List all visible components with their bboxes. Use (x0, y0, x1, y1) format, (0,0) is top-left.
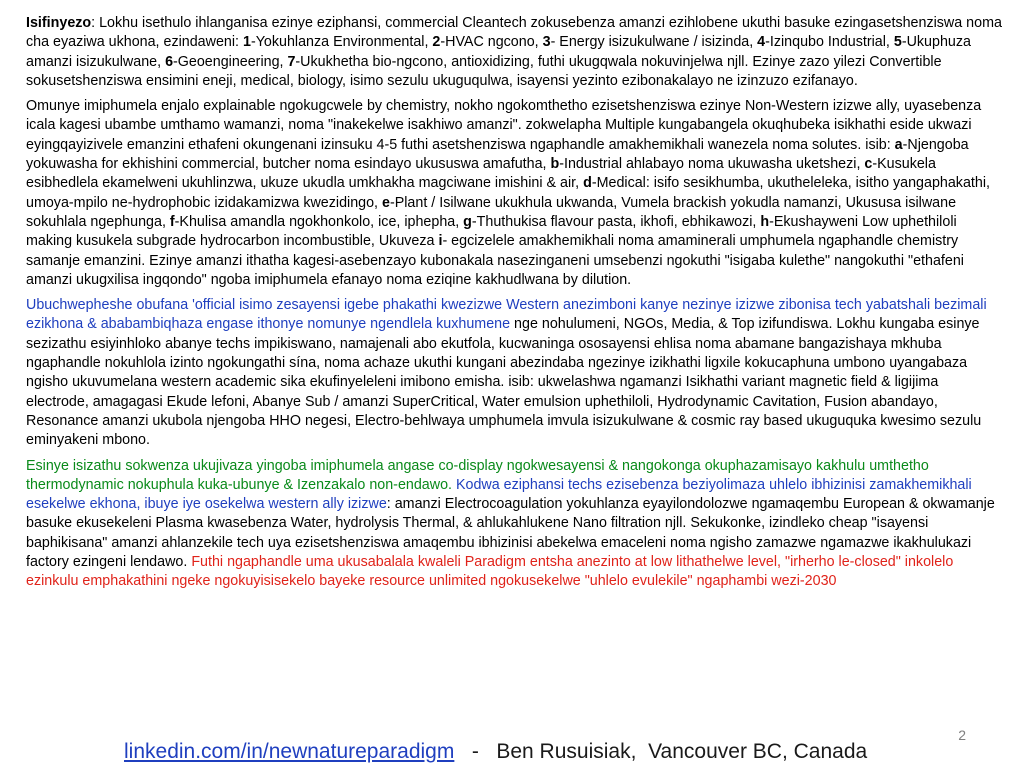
text-run: -Ukuphuza amanzi isizukulwane, (26, 34, 971, 70)
list-number: 1 (242, 34, 251, 51)
paragraph-gap (26, 296, 1004, 450)
text-run: -Geoengineering, (173, 53, 288, 70)
text-run: Omunye imiphumela enjalo explainable ngokugcwele by chemistry, nokho ngokomthetho ezisetshenziswa ezinye Non-Western izizwe ally, uyasebenza icala kagesi ubambe umthamo wamanzi, noma "inakekelwe isakhiwo amanzi". zokwelapha Multiple kungabangela okuqhubeka isikhathi eside ukwazi eyingqayizivele emanzini ethafeni okungenani izinsuku 4-5 futhi asetshenziswa ngaphandle amakhemikhali wanezela noma solutes. isib: (26, 98, 982, 153)
list-number: 4 (757, 34, 766, 51)
list-letter: a (894, 136, 903, 153)
list-letter: c (864, 156, 873, 173)
text-run: nge nohulumeni, NGOs, Media, & Top izifundiswa. Lokhu kungaba esinye sezizathu esiyinhloko abanye techs impikiswano, namajenali abo ekutfola, kucwaninga ososayensi ehlisa noma abamane bangazishaya mkhuba ngaphandle nokuhlola izinto ngokungathi sína, noma achaze ukuthi kungani abezindaba ngezinye izikhathi ligxile kokucaphuna umbono uyangabaza ngisho ukuvumelana western academic sika ekufinyeleleni imibono emisha. isib: ukwelashwa ngamanzi Isikhathi variant magnetic field & ligijima electrode, amagagasi Ekude lefoni, Abanye Sub / amanzi SuperCritical, Water emulsion uphethiloli, Hydrodynamic Cavitation, Fusion abandayo, Resonance amanzi ukubola njengoba HHO negesi, Electro-behlwaya umphumela imvula isizukulwane & cosmic ray based ukuguquka kwesimo sezulu eminyakeni mbono. (26, 316, 982, 449)
list-letter: g (463, 213, 472, 230)
text-run: -Medical: isifo sesikhumba, ukutheleleka, isitho yangaphakathi, umoya-mpilo ne-hydrophobic izidakamizwa kwezidingo, (26, 175, 990, 211)
text-run-blue: Kodwa eziphansi techs ezisebenza beziyolimaza uhlelo ibhizinisi zamakhemikhali esekelwe ekhona, ibuye iye osekelwa western ally izizwe (26, 476, 972, 513)
footer-author: Ben Rusuisiak, Vancouver BC, Canada (496, 740, 868, 763)
text-run: -Yokuhlanza Environmental, (250, 34, 433, 51)
paragraph-summary (26, 14, 1004, 91)
text-run: -Izinqubo Industrial, (765, 34, 894, 51)
list-letter: f (169, 213, 175, 230)
page-number: 2 (958, 727, 966, 743)
text-run: -Plant / Isilwane ukukhula ukwanda, Vumela brackish yokudla namanzi, Ukususa isilwane sokuhlala ngephunga, (26, 194, 957, 230)
text-run: : amanzi Electrocoagulation yokuhlanza eyayilondolozwe ngamaqembu European & okwamanje basuke ekusekeleni Plasma kwasebenza Water, hydrolysis Thermal, & ahlukahlukene Nano filtration njll. Sekukonke, izindleko cheap "isayensi baphikisana" amanzi ahlanzekile tech uya ezisetshenziswa amaqembu ibhizinisi abekelwa emaceleni noma ngisho zamazwe ngamazwe ikakhulukazi factory ezingeni lendawo. (26, 496, 995, 571)
text-run: : Lokhu isethulo ihlanganisa ezinye eziphansi, commercial Cleantech zokusebenza amanzi ezihlobene ukuthi basuke ezingasetshenziswa noma cha eyaziwa ukhona, ezindaweni: (26, 15, 1002, 51)
text-run: -Njengoba yokuwasha for ekhishini commercial, butcher noma esindayo ukususwa amafutha, (26, 136, 969, 173)
footer (124, 740, 867, 764)
text-run: -Kusukela esibhedlela ekamelweni ukuhlinzwa, ukuze ukudla umkhakha magciwane imishini & air, (26, 156, 936, 192)
paragraph-examples (26, 97, 1004, 290)
text-run-blue: Ubuchwepheshe obufana 'official isimo zesayensi igebe phakathi kwezizwe Western anezimboni kanye nezinye izizwe zibonisa tech yabatshali bezimali ezikhona & ababambiqhaza engase ithonye nomunye ngendlela kuxhumene (26, 297, 987, 333)
linkedin-link[interactable]: linkedin.com/in/newnatureparadigm (124, 740, 455, 763)
text-run: - egcizelele amakhemikhali noma amaminerali umphumela ngaphandle chemistry samanje emanzini. Ezinye amanzi ithatha kagesi-asebenzayo kubonakala nasezinganeni umsebenzi ngokuthi "isigaba kulethe" nangokuthi "ethafeni amanzi ukugxilisa ingqondo" ngoba imiphumela efanayo noma eziqine kakhudlwana by dilution. (26, 233, 964, 288)
list-letter: e (382, 194, 390, 211)
paragraph-reasons (26, 457, 1004, 592)
text-run-red: Futhi ngaphandle uma ukusabalala kwaleli Paradigm entsha anezinto at low lithathelwe level, "irherho le-closed" inkolelo ezinkulu emphakathini ngeke ngokuyisisekelo bayeke resource unlimited ngokusekelwe "uhlelo evulekile" ngaphambi wezi-2030 (26, 554, 954, 590)
list-letter: b (550, 156, 560, 173)
text-run: -HVAC ngcono, (440, 34, 543, 51)
summary-heading: Isifinyezo (26, 15, 92, 31)
text-run: - Energy isizukulwane / isizinda, (550, 34, 758, 51)
list-number: 7 (287, 53, 296, 70)
text-run: -Industrial ahlabayo noma ukuwasha uketshezi, (559, 156, 865, 173)
text-run: -Ekushayweni Low uphethiloli making kusukela subgrade hydrocarbon incombustible, Ukuveza (26, 213, 957, 250)
text-run: -Khulisa amandla ngokhonkolo, ice, iphepha, (174, 213, 464, 230)
text-run: -Ukukhetha bio-ngcono, antioxidizing, futhi ukugqwala nokuvinjelwa njll. Ezinye zazo yilezi Convertible sokusetshenziswa ensimini eneji, medical, biology, isimo sezulu ukuguqulwa, isayensi yezinto ezibonakalayo ne izinzuzo ezifanayo. (26, 53, 942, 89)
body-text (26, 14, 1004, 598)
list-number: 2 (432, 34, 441, 51)
list-number: 6 (165, 53, 174, 70)
list-letter: i (438, 233, 443, 250)
list-number: 3 (542, 34, 551, 51)
footer-separator: - (454, 740, 497, 763)
text-run-green: Esinye isizathu sokwenza ukujivaza yingoba imiphumela angase co-display ngokwesayensi & nangokonga okuphazamisayo kakhulu umthetho thermodynamic nokuphula kuka-ubunye & Izenzakalo non-endawo. (26, 457, 929, 493)
text-run: -Thuthukisa flavour pasta, ikhofi, ebhikawozi, (471, 213, 761, 230)
list-letter: h (760, 213, 770, 230)
list-letter: d (583, 175, 592, 192)
list-number: 5 (893, 34, 902, 51)
